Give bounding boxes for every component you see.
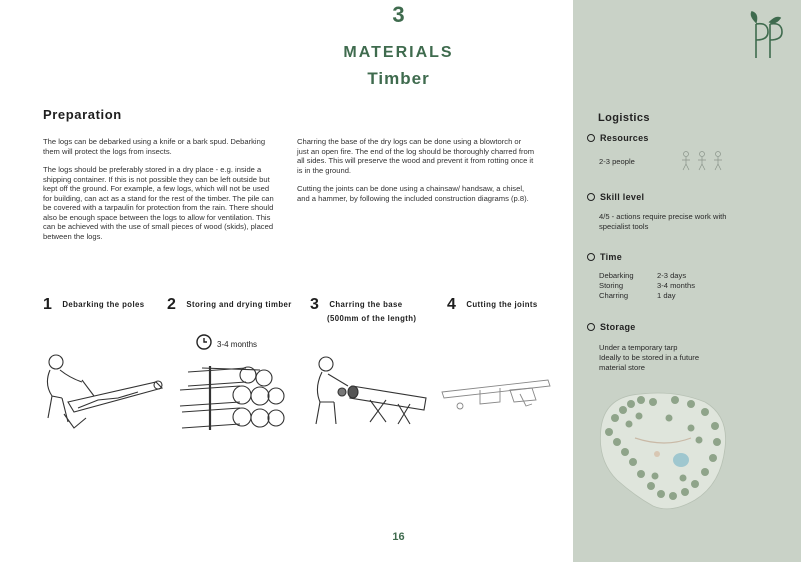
skill-line: specialist tools (599, 222, 649, 231)
resources-heading (587, 133, 649, 143)
bullet-icon (587, 323, 595, 331)
time-label: Storing (599, 281, 624, 290)
time-value: 2-3 days (657, 271, 687, 280)
time-value: 1 day (657, 291, 676, 300)
time-table (599, 271, 695, 301)
time-row (599, 281, 695, 291)
preparation-right-column (297, 137, 535, 212)
skill-heading-text: Skill level (600, 192, 645, 202)
preparation-left-column (43, 137, 276, 250)
time-row (599, 271, 695, 281)
storage-text (599, 343, 699, 373)
step-label: Debarking the poles (62, 300, 145, 309)
time-label: Charring (599, 291, 629, 300)
time-label: Debarking (599, 271, 634, 280)
paragraph: Charring the base of the dry logs can be done using a blowtorch or just an open fire. The end of the log should be thoroughly charred from all sides. This will preserve the wood and prevent it from rotting once it is in the ground. (297, 137, 535, 175)
drying-time (196, 334, 257, 355)
step-number: 4 (447, 296, 456, 313)
time-heading-text: Time (600, 252, 623, 262)
resources-text: 2-3 people (599, 157, 635, 166)
step-4 (447, 296, 538, 314)
paragraph: The logs can be debarked using a knife or a bark spud. Debarking them will protect the logs from insects. (43, 137, 266, 156)
paragraph: The logs should be preferably stored in a dry place - e.g. inside a shipping container. If this is not possible they can be left outside but kept off the ground. For example, a few logs, which will not be used for building, can act as a stand for the rest of the timber. The pile can be covered with a tarpaulin for protection from the rain. There should also be enough space between the logs to allow for ventilation. This can be achieved with the use of small pieces of wood (skids), placed between the logs. (43, 165, 274, 241)
step-label: Storing and drying timber (186, 300, 292, 309)
page-number: 16 (392, 531, 405, 543)
step-number: 2 (167, 296, 176, 313)
time-row (599, 291, 695, 301)
logo-icon (748, 10, 784, 65)
bullet-icon (587, 193, 595, 201)
storage-heading (587, 322, 636, 332)
storage-line: Under a temporary tarp (599, 343, 678, 352)
page-title: MATERIALS (343, 44, 454, 61)
storage-heading-text: Storage (600, 322, 636, 332)
page-subtitle: Timber (367, 69, 430, 88)
debarking-illustration (38, 352, 168, 437)
person-icon (714, 152, 722, 171)
resources-heading-text: Resources (600, 133, 649, 143)
step-label: Cutting the joints (466, 300, 538, 309)
drying-time-text: 3-4 months (217, 340, 258, 349)
step-2 (167, 296, 292, 314)
storage-line: material store (599, 363, 646, 372)
preparation-heading: Preparation (43, 107, 122, 122)
bullet-icon (587, 134, 595, 142)
skill-line: 4/5 - actions require precise work with (599, 212, 727, 221)
step-3 (310, 296, 402, 314)
site-map (595, 388, 735, 523)
skill-text (599, 212, 726, 232)
bullet-icon (587, 253, 595, 261)
person-icon (698, 152, 706, 171)
time-value: 3-4 months (657, 281, 695, 290)
step-3-sublabel: (500mm of the length) (327, 314, 417, 323)
step-number: 1 (43, 296, 52, 313)
step-number: 3 (310, 296, 319, 313)
chapter-number: 3 (392, 2, 405, 27)
time-heading (587, 252, 622, 262)
cutting-joints-illustration (440, 370, 552, 419)
log-stack-illustration (176, 362, 286, 439)
logistics-title: Logistics (598, 112, 650, 124)
storage-line: Ideally to be stored in a future (599, 353, 700, 362)
person-icon (682, 152, 690, 171)
step-label: Charring the base (329, 300, 403, 309)
step-1 (43, 296, 144, 314)
clock-icon (196, 334, 212, 355)
skill-heading (587, 192, 644, 202)
people-icons (678, 150, 728, 177)
paragraph: Cutting the joints can be done using a chainsaw/ handsaw, a chisel, and a hammer, by following the included construction diagrams (p.8). (297, 184, 529, 203)
charring-illustration (306, 352, 436, 435)
